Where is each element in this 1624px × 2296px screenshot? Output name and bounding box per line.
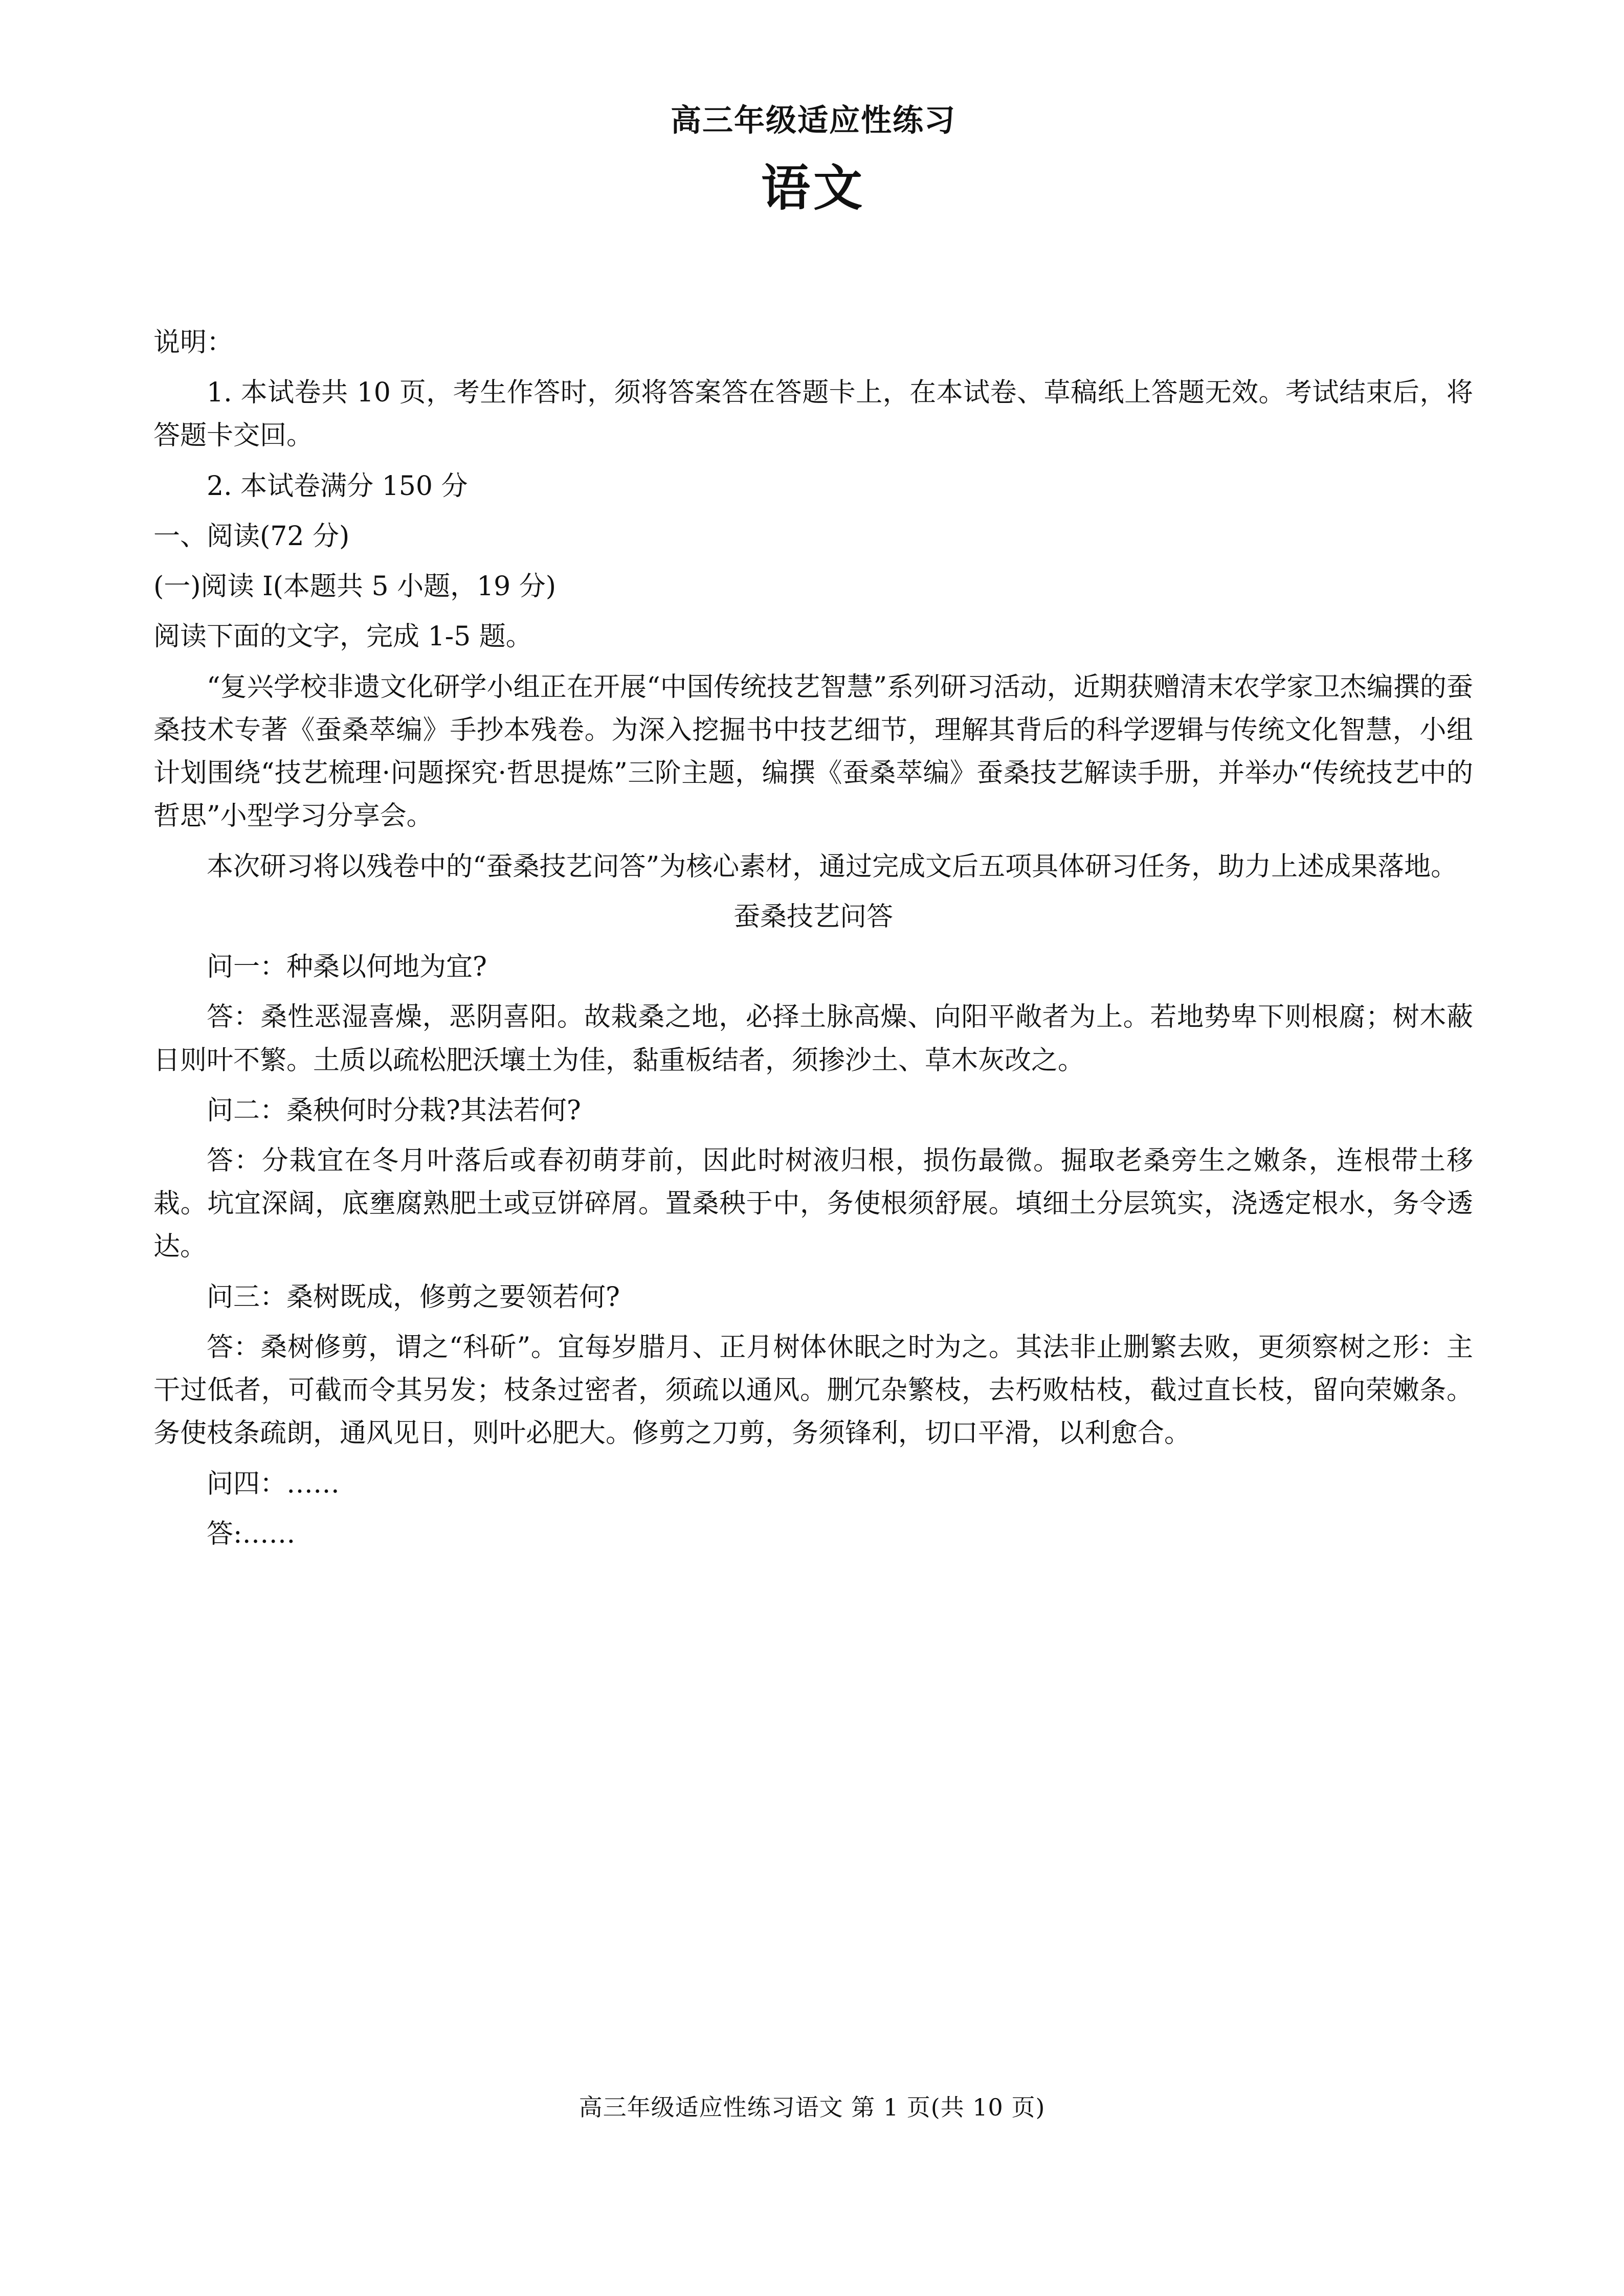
notice-label: 说明：	[153, 327, 234, 358]
title-spacer	[153, 219, 1473, 321]
qa-answer-4: 答:……	[207, 1518, 296, 1549]
section-heading-1: 一、阅读(72 分)	[153, 521, 350, 552]
qa-section-title: 蚕桑技艺问答	[733, 901, 893, 932]
intro-paragraph-1: “复兴学校非遗文化研学小组正在开展“中国传统技艺智慧”系列研习活动，近期获赠清末农学家卫杰编撰的蚕桑技术专著《蚕桑萃编》手抄本残卷。为深入挖掘书中技艺细节，理解其背后的科学逻辑与传统文化智慧，小组计划围绕“技艺梳理·问题探究·哲思提炼”三阶主题，编撰《蚕桑萃编》蚕桑技艺解读手册，并举办“传统技艺中的哲思”小型学习分享会。	[153, 671, 1473, 832]
notice-item-1: 1. 本试卷共 10 页，考生作答时，须将答案答在答题卡上，在本试卷、草稿纸上答题无效。考试结束后，将答题卡交回。	[153, 377, 1473, 452]
page-content	[153, 0, 1473, 1556]
qa-question-1: 问一：种桑以何地为宜?	[207, 952, 487, 983]
section-instruction: 阅读下面的文字，完成 1-5 题。	[153, 621, 532, 652]
notice-item-2: 2. 本试卷满分 150 分	[207, 470, 468, 502]
qa-question-3: 问三：桑树既成，修剪之要领若何?	[207, 1281, 620, 1313]
page-footer: 高三年级适应性练习语文 第 1 页(共 10 页)	[579, 2094, 1045, 2121]
subject-title: 语文	[761, 159, 865, 217]
qa-question-2: 问二：桑秧何时分栽?其法若何?	[207, 1095, 581, 1126]
qa-answer-3: 答：桑树修剪，谓之“科斫”。宜每岁腊月、正月树体休眠之时为之。其法非止删繁去败，更须察树之形：主干过低者，可截而令其另发；枝条过密者，须疏以通风。删冗杂繁枝，去朽败枯枝，截过直长枝，留向荣嫩条。务使枝条疏朗，通风见日，则叶必肥大。修剪之刀剪，务须锋利，切口平滑，以利愈合。	[153, 1332, 1473, 1449]
page-title: 高三年级适应性练习	[671, 103, 956, 139]
qa-answer-2: 答：分栽宜在冬月叶落后或春初萌芽前，因此时树液归根，损伤最微。掘取老桑旁生之嫩条，连根带土移栽。坑宜深阔，底壅腐熟肥土或豆饼碎屑。置桑秧于中，务使根须舒展。填细土分层筑实，浇透定根水，务令透达。	[153, 1145, 1473, 1263]
qa-answer-1: 答：桑性恶湿喜燥，恶阴喜阳。故栽桑之地，必择土脉高燥、向阳平敞者为上。若地势卑下则根腐；树木蔽日则叶不繁。土质以疏松肥沃壤土为佳，黏重板结者，须掺沙土、草木灰改之。	[153, 1002, 1473, 1076]
qa-question-4: 问四：……	[207, 1468, 340, 1499]
section-heading-2: (一)阅读 I(本题共 5 小题，19 分)	[153, 571, 557, 602]
intro-paragraph-2: 本次研习将以残卷中的“蚕桑技艺问答”为核心素材，通过完成文后五项具体研习任务，助力上述成果落地。	[207, 851, 1458, 882]
